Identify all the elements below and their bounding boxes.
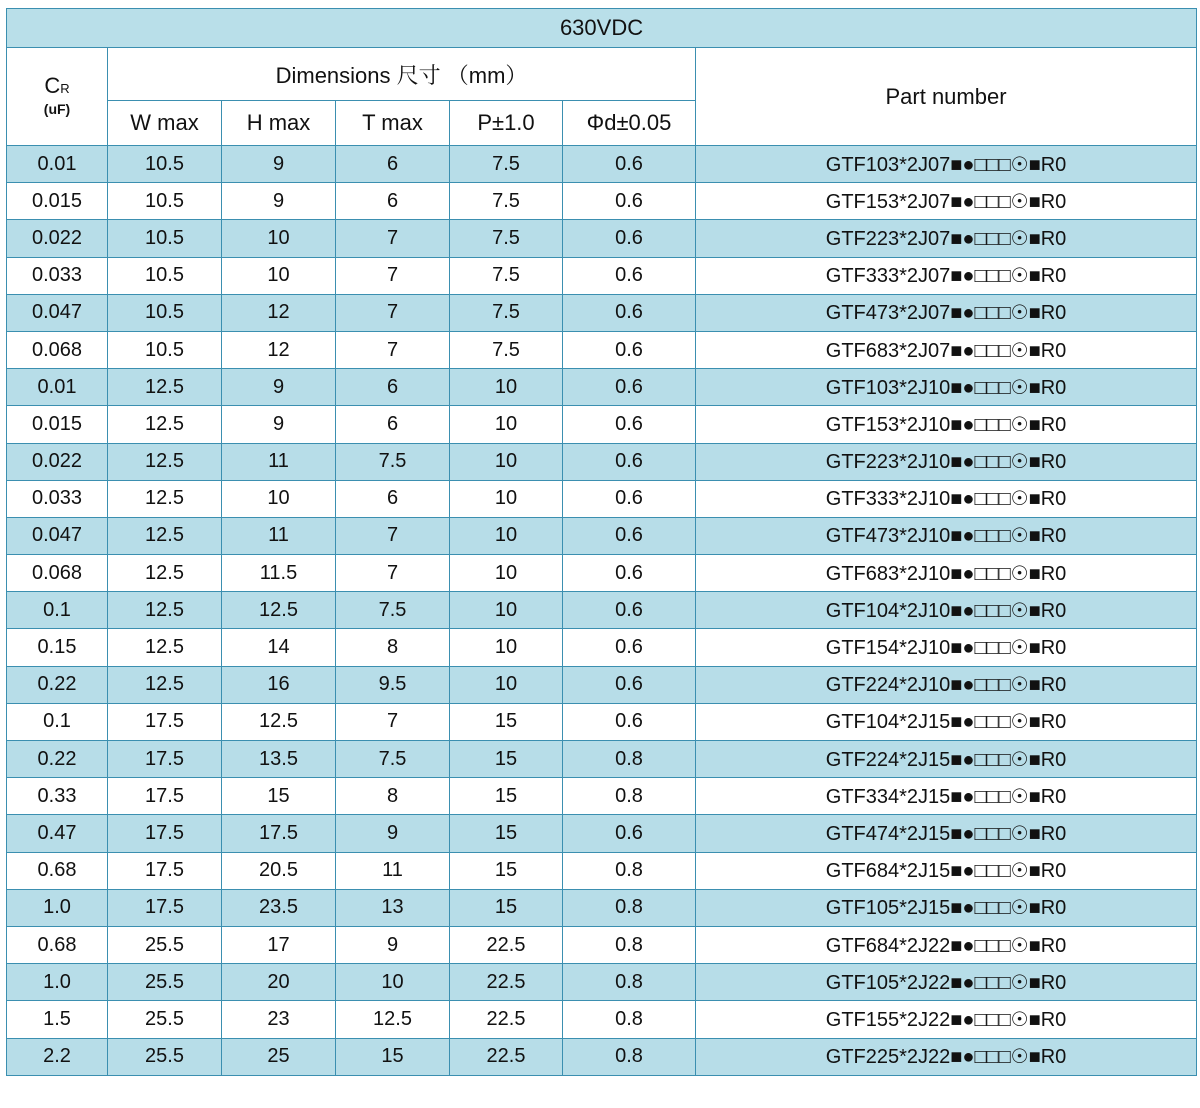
lead-diameter-cell: 0.8: [563, 926, 696, 963]
table-row: [7, 666, 1197, 703]
h-max-cell: 10: [222, 257, 336, 294]
table-row: [7, 517, 1197, 554]
table-row: [7, 741, 1197, 778]
w-max-cell: 12.5: [108, 517, 222, 554]
w-max-cell: 25.5: [108, 1001, 222, 1038]
lead-diameter-cell: 0.8: [563, 778, 696, 815]
pitch-cell: 15: [450, 852, 563, 889]
part-number-cell: GTF683*2J07■●□□□☉■R0: [696, 331, 1197, 368]
pitch-cell: 22.5: [450, 964, 563, 1001]
lead-diameter-cell: 0.8: [563, 741, 696, 778]
pitch-cell: 10: [450, 369, 563, 406]
part-number-cell: GTF684*2J15■●□□□☉■R0: [696, 852, 1197, 889]
lead-diameter-cell: 0.6: [563, 443, 696, 480]
table-row: [7, 964, 1197, 1001]
h-max-cell: 10: [222, 220, 336, 257]
part-number-cell: GTF105*2J15■●□□□☉■R0: [696, 889, 1197, 926]
h-max-cell: 20: [222, 964, 336, 1001]
table-row: [7, 815, 1197, 852]
h-max-cell: 10: [222, 480, 336, 517]
capacitance-cell: 0.15: [7, 629, 108, 666]
t-max-cell: 12.5: [336, 1001, 450, 1038]
p-header: P±1.0: [450, 101, 563, 146]
w-max-cell: 10.5: [108, 183, 222, 220]
lead-diameter-cell: 0.6: [563, 257, 696, 294]
capacitance-cell: 1.5: [7, 1001, 108, 1038]
h-max-header: H max: [222, 101, 336, 146]
pitch-cell: 15: [450, 778, 563, 815]
pitch-cell: 7.5: [450, 257, 563, 294]
part-number-cell: GTF474*2J15■●□□□☉■R0: [696, 815, 1197, 852]
pitch-cell: 22.5: [450, 1038, 563, 1075]
lead-diameter-cell: 0.6: [563, 294, 696, 331]
t-max-header: T max: [336, 101, 450, 146]
h-max-cell: 9: [222, 183, 336, 220]
w-max-cell: 17.5: [108, 741, 222, 778]
part-number-cell: GTF224*2J10■●□□□☉■R0: [696, 666, 1197, 703]
lead-diameter-cell: 0.6: [563, 815, 696, 852]
part-number-cell: GTF103*2J10■●□□□☉■R0: [696, 369, 1197, 406]
table-row: [7, 852, 1197, 889]
table-row: [7, 294, 1197, 331]
part-number-cell: GTF223*2J10■●□□□☉■R0: [696, 443, 1197, 480]
t-max-cell: 9: [336, 926, 450, 963]
pitch-cell: 10: [450, 480, 563, 517]
t-max-cell: 7.5: [336, 592, 450, 629]
t-max-cell: 7: [336, 517, 450, 554]
voltage-title: 630VDC: [7, 9, 1197, 48]
capacitance-cell: 0.68: [7, 926, 108, 963]
t-max-cell: 15: [336, 1038, 450, 1075]
lead-diameter-cell: 0.8: [563, 889, 696, 926]
part-number-cell: GTF333*2J10■●□□□☉■R0: [696, 480, 1197, 517]
w-max-cell: 17.5: [108, 703, 222, 740]
w-max-cell: 25.5: [108, 926, 222, 963]
w-max-cell: 12.5: [108, 666, 222, 703]
capacitance-cell: 0.1: [7, 703, 108, 740]
table-row: [7, 406, 1197, 443]
pitch-cell: 7.5: [450, 146, 563, 183]
h-max-cell: 20.5: [222, 852, 336, 889]
table-row: [7, 331, 1197, 368]
t-max-cell: 7: [336, 220, 450, 257]
h-max-cell: 11.5: [222, 555, 336, 592]
part-number-cell: GTF105*2J22■●□□□☉■R0: [696, 964, 1197, 1001]
table-row: [7, 443, 1197, 480]
pitch-cell: 10: [450, 555, 563, 592]
capacitance-cell: 0.033: [7, 480, 108, 517]
table-row: [7, 629, 1197, 666]
part-number-cell: GTF104*2J10■●□□□☉■R0: [696, 592, 1197, 629]
t-max-cell: 6: [336, 406, 450, 443]
h-max-cell: 9: [222, 146, 336, 183]
t-max-cell: 7: [336, 331, 450, 368]
lead-diameter-cell: 0.8: [563, 1038, 696, 1075]
h-max-cell: 12.5: [222, 703, 336, 740]
table-row: [7, 703, 1197, 740]
h-max-cell: 16: [222, 666, 336, 703]
pitch-cell: 7.5: [450, 294, 563, 331]
pitch-cell: 15: [450, 703, 563, 740]
part-number-cell: GTF103*2J07■●□□□☉■R0: [696, 146, 1197, 183]
part-number-cell: GTF334*2J15■●□□□☉■R0: [696, 778, 1197, 815]
w-max-cell: 17.5: [108, 815, 222, 852]
lead-diameter-cell: 0.6: [563, 406, 696, 443]
w-max-cell: 17.5: [108, 778, 222, 815]
t-max-cell: 9.5: [336, 666, 450, 703]
capacitance-cell: 0.01: [7, 369, 108, 406]
pitch-cell: 15: [450, 815, 563, 852]
part-number-cell: GTF154*2J10■●□□□☉■R0: [696, 629, 1197, 666]
h-max-cell: 9: [222, 406, 336, 443]
pitch-cell: 7.5: [450, 183, 563, 220]
t-max-cell: 8: [336, 778, 450, 815]
w-max-cell: 17.5: [108, 852, 222, 889]
t-max-cell: 13: [336, 889, 450, 926]
table-row: [7, 480, 1197, 517]
lead-diameter-cell: 0.6: [563, 592, 696, 629]
lead-diameter-cell: 0.6: [563, 480, 696, 517]
w-max-cell: 17.5: [108, 889, 222, 926]
w-max-cell: 12.5: [108, 592, 222, 629]
dimensions-header: Dimensions 尺寸 （mm）: [108, 48, 696, 101]
capacitance-cell: 0.022: [7, 443, 108, 480]
lead-diameter-cell: 0.6: [563, 629, 696, 666]
lead-diameter-cell: 0.6: [563, 666, 696, 703]
lead-diameter-cell: 0.6: [563, 517, 696, 554]
table-row: [7, 555, 1197, 592]
h-max-cell: 15: [222, 778, 336, 815]
capacitance-cell: 0.33: [7, 778, 108, 815]
capacitance-cell: 0.22: [7, 741, 108, 778]
w-max-cell: 12.5: [108, 629, 222, 666]
h-max-cell: 9: [222, 369, 336, 406]
w-max-cell: 12.5: [108, 555, 222, 592]
t-max-cell: 6: [336, 183, 450, 220]
t-max-cell: 7: [336, 555, 450, 592]
w-max-cell: 12.5: [108, 369, 222, 406]
t-max-cell: 6: [336, 480, 450, 517]
part-number-cell: GTF684*2J22■●□□□☉■R0: [696, 926, 1197, 963]
h-max-cell: 17: [222, 926, 336, 963]
lead-diameter-header: Φd±0.05: [563, 101, 696, 146]
h-max-cell: 23.5: [222, 889, 336, 926]
pitch-cell: 10: [450, 592, 563, 629]
t-max-cell: 6: [336, 146, 450, 183]
table-row: [7, 146, 1197, 183]
h-max-cell: 17.5: [222, 815, 336, 852]
h-max-cell: 12: [222, 294, 336, 331]
lead-diameter-cell: 0.8: [563, 964, 696, 1001]
part-number-cell: GTF473*2J07■●□□□☉■R0: [696, 294, 1197, 331]
pitch-cell: 7.5: [450, 331, 563, 368]
t-max-cell: 8: [336, 629, 450, 666]
pitch-cell: 10: [450, 666, 563, 703]
w-max-cell: 12.5: [108, 480, 222, 517]
table-row: [7, 778, 1197, 815]
part-number-cell: GTF153*2J10■●□□□☉■R0: [696, 406, 1197, 443]
table-row: [7, 257, 1197, 294]
lead-diameter-cell: 0.6: [563, 369, 696, 406]
w-max-header: W max: [108, 101, 222, 146]
capacitance-cell: 0.22: [7, 666, 108, 703]
table-row: [7, 220, 1197, 257]
table-row: [7, 1038, 1197, 1075]
t-max-cell: 7: [336, 703, 450, 740]
part-number-cell: GTF104*2J15■●□□□☉■R0: [696, 703, 1197, 740]
w-max-cell: 10.5: [108, 146, 222, 183]
pitch-cell: 10: [450, 406, 563, 443]
t-max-cell: 9: [336, 815, 450, 852]
capacitance-cell: 0.01: [7, 146, 108, 183]
lead-diameter-cell: 0.6: [563, 146, 696, 183]
t-max-cell: 7: [336, 294, 450, 331]
capacitance-cell: 1.0: [7, 889, 108, 926]
capacitance-cell: 0.015: [7, 406, 108, 443]
part-number-cell: GTF683*2J10■●□□□☉■R0: [696, 555, 1197, 592]
w-max-cell: 10.5: [108, 257, 222, 294]
capacitance-cell: 1.0: [7, 964, 108, 1001]
lead-diameter-cell: 0.6: [563, 555, 696, 592]
capacitance-cell: 0.47: [7, 815, 108, 852]
lead-diameter-cell: 0.6: [563, 703, 696, 740]
capacitance-symbol: C: [44, 73, 61, 98]
capacitance-cell: 0.1: [7, 592, 108, 629]
capacitance-cell: 0.022: [7, 220, 108, 257]
h-max-cell: 14: [222, 629, 336, 666]
capacitance-cell: 0.068: [7, 555, 108, 592]
h-max-cell: 12.5: [222, 592, 336, 629]
capacitance-cell: 0.033: [7, 257, 108, 294]
capacitance-unit: (uF): [43, 101, 71, 117]
pitch-cell: 10: [450, 443, 563, 480]
pitch-cell: 22.5: [450, 926, 563, 963]
t-max-cell: 7: [336, 257, 450, 294]
capacitance-subscript: R: [60, 81, 70, 96]
h-max-cell: 25: [222, 1038, 336, 1075]
lead-diameter-cell: 0.6: [563, 183, 696, 220]
w-max-cell: 10.5: [108, 220, 222, 257]
table-row: [7, 592, 1197, 629]
pitch-cell: 15: [450, 889, 563, 926]
pitch-cell: 10: [450, 629, 563, 666]
t-max-cell: 7.5: [336, 443, 450, 480]
table-row: [7, 369, 1197, 406]
part-number-cell: GTF473*2J10■●□□□☉■R0: [696, 517, 1197, 554]
h-max-cell: 11: [222, 443, 336, 480]
table-row: [7, 926, 1197, 963]
h-max-cell: 13.5: [222, 741, 336, 778]
t-max-cell: 6: [336, 369, 450, 406]
w-max-cell: 12.5: [108, 443, 222, 480]
capacitor-spec-table: [6, 8, 1197, 1076]
w-max-cell: 10.5: [108, 331, 222, 368]
h-max-cell: 12: [222, 331, 336, 368]
capacitance-cell: 0.047: [7, 517, 108, 554]
lead-diameter-cell: 0.8: [563, 1001, 696, 1038]
part-number-cell: GTF224*2J15■●□□□☉■R0: [696, 741, 1197, 778]
pitch-cell: 10: [450, 517, 563, 554]
part-number-header: Part number: [696, 48, 1197, 146]
spec-rows: [7, 146, 1197, 1076]
part-number-cell: GTF225*2J22■●□□□☉■R0: [696, 1038, 1197, 1075]
capacitance-cell: 0.047: [7, 294, 108, 331]
lead-diameter-cell: 0.6: [563, 331, 696, 368]
capacitance-cell: 0.015: [7, 183, 108, 220]
w-max-cell: 25.5: [108, 1038, 222, 1075]
capacitance-cell: 2.2: [7, 1038, 108, 1075]
pitch-cell: 22.5: [450, 1001, 563, 1038]
part-number-cell: GTF155*2J22■●□□□☉■R0: [696, 1001, 1197, 1038]
w-max-cell: 25.5: [108, 964, 222, 1001]
pitch-cell: 15: [450, 741, 563, 778]
table-row: [7, 889, 1197, 926]
t-max-cell: 10: [336, 964, 450, 1001]
lead-diameter-cell: 0.6: [563, 220, 696, 257]
w-max-cell: 12.5: [108, 406, 222, 443]
part-number-cell: GTF223*2J07■●□□□☉■R0: [696, 220, 1197, 257]
capacitance-cell: 0.068: [7, 331, 108, 368]
capacitance-header: [7, 48, 108, 146]
part-number-cell: GTF153*2J07■●□□□☉■R0: [696, 183, 1197, 220]
h-max-cell: 11: [222, 517, 336, 554]
capacitance-cell: 0.68: [7, 852, 108, 889]
t-max-cell: 11: [336, 852, 450, 889]
table-row: [7, 1001, 1197, 1038]
lead-diameter-cell: 0.8: [563, 852, 696, 889]
part-number-cell: GTF333*2J07■●□□□☉■R0: [696, 257, 1197, 294]
table-row: [7, 183, 1197, 220]
w-max-cell: 10.5: [108, 294, 222, 331]
h-max-cell: 23: [222, 1001, 336, 1038]
pitch-cell: 7.5: [450, 220, 563, 257]
t-max-cell: 7.5: [336, 741, 450, 778]
